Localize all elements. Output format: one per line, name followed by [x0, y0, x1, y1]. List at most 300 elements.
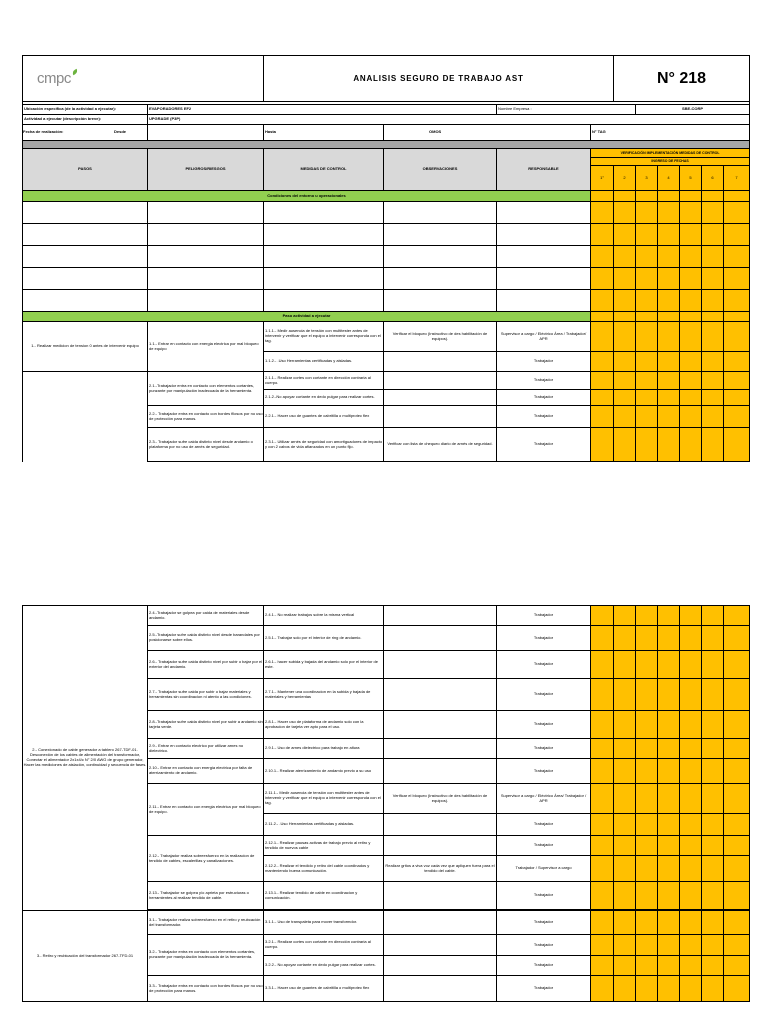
verification-cell — [636, 759, 658, 784]
verification-cell — [591, 406, 614, 428]
verification-cell — [702, 390, 724, 406]
verification-cell — [702, 935, 724, 956]
verification-cell — [591, 191, 614, 202]
table-cell: Trabajador — [497, 739, 591, 759]
verification-cell — [658, 882, 680, 910]
table-cell: Trabajador — [497, 711, 591, 739]
blank-row — [23, 224, 750, 246]
verification-cell — [724, 935, 750, 956]
verification-cell — [658, 935, 680, 956]
verification-cell — [724, 406, 750, 428]
verification-cell — [658, 312, 680, 322]
table-cell: 3.2.- Trabajador entra en contacto con elementos cortantes, punzante por manipulación inadecuada de la herramienta. — [148, 935, 264, 976]
verification-cell — [614, 784, 636, 814]
table-cell: Supervisor a cargo / Eléctrico Área/ Trabajador / APR — [497, 784, 591, 814]
verification-cell — [614, 882, 636, 910]
verification-cell — [658, 759, 680, 784]
table-cell: 2.5.-Trabajador sufre caida distinto nivel desde barandales por posicionarse sobre ellos. — [148, 626, 264, 651]
ubicacion-label: Ubicación especifica (de la actividad a ejecutar): — [23, 105, 148, 115]
table-cell: Trabajador — [497, 911, 591, 935]
verification-cell — [614, 956, 636, 976]
verification-cell — [724, 679, 750, 711]
table-cell — [384, 739, 497, 759]
table-cell: 2.7.- Trabajador sufre caida por subir o bajar materiales y herramientas sin coordinacion ni atento a las condiciones. — [148, 679, 264, 711]
verification-cell — [680, 739, 702, 759]
table-cell: 2.1.1.- Realizar cortes con cortante en dirección contraria al cuerpo. — [264, 372, 384, 390]
verification-cell — [591, 290, 614, 312]
desde-label: Desde — [114, 129, 127, 134]
verification-cell — [614, 679, 636, 711]
verification-cell — [636, 856, 658, 882]
verification-cell — [702, 651, 724, 679]
table-cell: 2.8.1.- Hacer uso de plataforma de andamio solo con la aprobacion de tarjeta ver apto para el uso. — [264, 711, 384, 739]
verification-cell — [591, 626, 614, 651]
verification-cell — [702, 191, 724, 202]
verification-cell — [591, 935, 614, 956]
verification-cell — [658, 352, 680, 372]
verification-cell — [724, 322, 750, 352]
verification-cell — [702, 679, 724, 711]
verification-cell — [591, 390, 614, 406]
col-medidas: MEDIDAS DE CONTROL — [264, 149, 384, 191]
verification-cell — [591, 268, 614, 290]
verification-cell — [591, 882, 614, 910]
verification-cell — [658, 246, 680, 268]
verification-cell — [702, 976, 724, 1002]
verification-cell — [724, 606, 750, 626]
verification-cell — [658, 202, 680, 224]
table-cell: 3.2.1.- Realizar cortes con cortante en dirección contraria al cuerpo. — [264, 935, 384, 956]
table-cell: Trabajador — [497, 882, 591, 910]
verification-cell — [724, 956, 750, 976]
verification-cell — [702, 606, 724, 626]
verification-cell — [680, 784, 702, 814]
table-cell: Trabajador — [497, 651, 591, 679]
verification-cell — [591, 836, 614, 856]
blank-row — [23, 202, 750, 224]
verification-cell — [614, 428, 636, 462]
verification-cell — [680, 935, 702, 956]
table-cell — [384, 911, 497, 935]
verification-cell — [591, 784, 614, 814]
verification-cell — [591, 312, 614, 322]
verification-cell — [591, 246, 614, 268]
table-cell: Trabajador — [497, 626, 591, 651]
verification-cell — [614, 711, 636, 739]
table-cell: 3.2.2.- No apoyar cortante en dedo pulgar para realizar cortes. — [264, 956, 384, 976]
verification-cell — [724, 976, 750, 1002]
table-cell: 2.12.2.- Realizar el tendido y retiro del cable coordinados y manteniendo buena comunicación. — [264, 856, 384, 882]
verification-cell — [636, 352, 658, 372]
verification-cell — [702, 814, 724, 836]
verification-cell — [702, 268, 724, 290]
verification-cell — [658, 406, 680, 428]
verification-cell — [636, 372, 658, 390]
verification-cell — [591, 679, 614, 711]
tag-label: N° TAG — [591, 125, 750, 141]
verification-cell — [724, 202, 750, 224]
verification-cell — [658, 784, 680, 814]
verification-cell — [614, 814, 636, 836]
logo-cell — [23, 56, 264, 102]
verification-cell — [702, 836, 724, 856]
verification-cell — [702, 202, 724, 224]
verification-cell — [636, 836, 658, 856]
verification-cell — [724, 428, 750, 462]
verification-cell — [636, 312, 658, 322]
verification-cell — [724, 759, 750, 784]
table-cell: Trabajador / Supervisor a cargo — [497, 856, 591, 882]
table-cell: 2.2.- Trabajador entra en contacto con bordes filosos por no uso de protección para manos. — [148, 406, 264, 428]
verification-cell — [680, 606, 702, 626]
table-cell: 2.5.1.- Trabajar solo por el interior de ring de andamio. — [264, 626, 384, 651]
verification-cell — [658, 606, 680, 626]
verification-cell — [724, 856, 750, 882]
table-cell — [384, 836, 497, 856]
verification-cell — [702, 322, 724, 352]
verification-cell — [680, 759, 702, 784]
verification-cell — [702, 626, 724, 651]
day-col: 7 — [724, 166, 750, 191]
fecha-label: Fecha de realización: — [23, 129, 64, 135]
table-cell: 1.1.2.- .Uso Herramientas certificadas y aisladas. — [264, 352, 384, 372]
day-col: 5 — [680, 166, 702, 191]
col-verificacion: VERIFICACIÓN IMPLEMENTACIÓN MEDIDAS DE CONTROL — [591, 149, 750, 158]
table-cell: Supervisor a cargo / Eléctrico Área / Trabajador/ APR — [497, 322, 591, 352]
verification-cell — [724, 312, 750, 322]
verification-cell — [680, 626, 702, 651]
verification-cell — [636, 711, 658, 739]
verification-cell — [636, 606, 658, 626]
table-row — [23, 606, 750, 626]
verification-cell — [680, 224, 702, 246]
verification-cell — [636, 784, 658, 814]
hasta-label: Hasta — [264, 125, 384, 141]
table-cell: Trabajador — [497, 759, 591, 784]
verification-cell — [724, 651, 750, 679]
verification-cell — [614, 935, 636, 956]
verification-cell — [724, 246, 750, 268]
table-cell — [384, 626, 497, 651]
table-cell: 1.1.1.- Medir ausencia de tensión con multitester antes de intervenir y verificar que el equipo a intervenir corresponda con el tag. — [264, 322, 384, 352]
verification-cell — [614, 606, 636, 626]
verification-cell — [724, 372, 750, 390]
table-row — [23, 372, 750, 390]
table-cell — [384, 651, 497, 679]
day-col: 4 — [658, 166, 680, 191]
verification-cell — [680, 976, 702, 1002]
table-cell — [384, 882, 497, 910]
verification-cell — [680, 711, 702, 739]
verification-cell — [591, 814, 614, 836]
verification-cell — [658, 679, 680, 711]
verification-cell — [702, 759, 724, 784]
verification-cell — [680, 191, 702, 202]
section-condiciones: Condiciones del entorno u operacionales — [23, 191, 591, 202]
table-cell — [384, 711, 497, 739]
verification-cell — [614, 651, 636, 679]
verification-cell — [702, 739, 724, 759]
verification-cell — [636, 679, 658, 711]
verification-cell — [591, 976, 614, 1002]
section-pasos: Paso actividad a ejecutar — [23, 312, 591, 322]
verification-cell — [591, 202, 614, 224]
table-cell: 2.6.- Trabajador sufre caida distinto nivel por subir o bajar por el exterior del andamio. — [148, 651, 264, 679]
table-cell: 2.8.-Trabajador sufre caida distinto nivel por subir a andamio sin tarjeta verde. — [148, 711, 264, 739]
verification-cell — [658, 856, 680, 882]
verification-cell — [591, 711, 614, 739]
table-cell: 3.1.1.- Uso de transpaleta para mover transformdor. — [264, 911, 384, 935]
verification-cell — [658, 739, 680, 759]
table-cell: 2.13.1.- Realizar tendido de cable en coordinacion y comunicación. — [264, 882, 384, 910]
verification-cell — [636, 390, 658, 406]
verification-cell — [636, 882, 658, 910]
table-cell — [384, 976, 497, 1002]
verification-cell — [724, 224, 750, 246]
verification-cell — [636, 246, 658, 268]
verification-cell — [591, 759, 614, 784]
table-cell — [384, 759, 497, 784]
verification-cell — [724, 711, 750, 739]
table-cell: Trabajador — [497, 814, 591, 836]
empresa-label: Nombre Empresa : — [497, 105, 636, 115]
verification-cell — [614, 759, 636, 784]
verification-cell — [636, 976, 658, 1002]
day-col: 3 — [636, 166, 658, 191]
verification-cell — [724, 268, 750, 290]
table-cell: Trabajador — [497, 606, 591, 626]
verification-cell — [614, 246, 636, 268]
table-cell: Trabajador — [497, 390, 591, 406]
verification-cell — [658, 372, 680, 390]
verification-cell — [724, 882, 750, 910]
table-cell: Verificar el bloqueo (Instructivo de des habilitación de equipos). — [384, 322, 497, 352]
blank-row — [23, 246, 750, 268]
verification-cell — [724, 390, 750, 406]
table-cell: 2.9.1.- Uso de arnes dielectrico para trabajo en altura — [264, 739, 384, 759]
table-cell — [384, 814, 497, 836]
form-title: ANALISIS SEGURO DE TRABAJO AST — [264, 56, 614, 102]
verification-cell — [614, 312, 636, 322]
verification-cell — [702, 406, 724, 428]
verification-cell — [724, 352, 750, 372]
verification-cell — [702, 856, 724, 882]
verification-cell — [680, 856, 702, 882]
verification-cell — [702, 428, 724, 462]
table-cell: 2.11.1.- Medir ausencia de tensión con multitester antes de intervenir y verificar que el equipo a intervenir corresponda con el tag. — [264, 784, 384, 814]
cmpc-logo: cmpc — [37, 69, 71, 87]
verification-cell — [636, 406, 658, 428]
verification-cell — [591, 372, 614, 390]
verification-cell — [680, 322, 702, 352]
verification-cell — [724, 739, 750, 759]
table-cell: 2.1.-Trabajador entra en contacto con elementos cortantes, punzante por manipulación inadecuada de la herramienta. — [148, 372, 264, 406]
verification-cell — [591, 352, 614, 372]
col-ingreso-fechas: INGRESO DE FECHAS — [591, 158, 750, 166]
verification-cell — [591, 956, 614, 976]
verification-cell — [702, 246, 724, 268]
verification-cell — [680, 836, 702, 856]
verification-cell — [724, 836, 750, 856]
verification-cell — [680, 956, 702, 976]
table-cell: Trabajador — [497, 976, 591, 1002]
table-cell — [384, 372, 497, 390]
verification-cell — [724, 191, 750, 202]
verification-cell — [614, 739, 636, 759]
verification-cell — [680, 312, 702, 322]
verification-cell — [636, 224, 658, 246]
verification-cell — [636, 626, 658, 651]
verification-cell — [636, 428, 658, 462]
table-cell: 2.4.1.- No realizar trabajos sobre la misma vertical — [264, 606, 384, 626]
verification-cell — [636, 956, 658, 976]
verification-cell — [658, 290, 680, 312]
table-cell: Realizar gritos a viva voz cada vez que apliquen fuera para el tendido del cable. — [384, 856, 497, 882]
verification-cell — [636, 739, 658, 759]
table-cell — [384, 406, 497, 428]
verification-cell — [680, 290, 702, 312]
verification-cell — [614, 856, 636, 882]
verification-cell — [702, 956, 724, 976]
verification-cell — [636, 191, 658, 202]
table-row — [23, 322, 750, 352]
day-col: 6 — [702, 166, 724, 191]
verification-cell — [591, 651, 614, 679]
verification-cell — [614, 372, 636, 390]
verification-cell — [702, 312, 724, 322]
omos-label: OMOS — [384, 125, 591, 141]
verification-cell — [702, 352, 724, 372]
day-col: 2 — [614, 166, 636, 191]
verification-cell — [658, 224, 680, 246]
actividad-value: UPGRADE (P3P) — [148, 115, 750, 125]
verification-cell — [680, 911, 702, 935]
verification-cell — [614, 322, 636, 352]
verification-cell — [614, 224, 636, 246]
verification-cell — [658, 651, 680, 679]
verification-cell — [636, 268, 658, 290]
table-cell: 3.1.- Trabajador realiza sobreesfuerzo en el retiro y reubcación del transformador. — [148, 911, 264, 935]
verification-cell — [724, 911, 750, 935]
col-responsable: RESPONSABLE — [497, 149, 591, 191]
verification-cell — [591, 856, 614, 882]
table-cell — [384, 606, 497, 626]
table-cell: 2.12.- Trabajador realiza sobreesfuerzo en la realizacion de tendido de cables, escalerillas y canalizaciones. — [148, 836, 264, 882]
blank-row — [23, 290, 750, 312]
verification-cell — [702, 784, 724, 814]
table-cell: 2.1.2.-No apoyar cortante en dedo pulgar para realizar cortes. — [264, 390, 384, 406]
table-cell: Verificar con lista de chequeo diario de arnés de seguridad. — [384, 428, 497, 462]
verification-cell — [614, 352, 636, 372]
verification-cell — [636, 290, 658, 312]
table-cell: Trabajador — [497, 428, 591, 462]
ubicacion-value: EVAPORADORES EF2 — [148, 105, 497, 115]
table-cell: 1.1.- Entrar en contacto con energia electrica por mal bloqueo de equipo — [148, 322, 264, 372]
verification-cell — [614, 268, 636, 290]
verification-cell — [658, 268, 680, 290]
verification-cell — [636, 202, 658, 224]
table-cell — [384, 956, 497, 976]
verification-cell — [636, 651, 658, 679]
empresa-value: SBE-CORP — [636, 105, 750, 115]
verification-cell — [614, 191, 636, 202]
verification-cell — [658, 956, 680, 976]
verification-cell — [658, 626, 680, 651]
verification-cell — [614, 836, 636, 856]
verification-cell — [614, 390, 636, 406]
verification-cell — [614, 911, 636, 935]
verification-cell — [591, 428, 614, 462]
verification-cell — [591, 606, 614, 626]
verification-cell — [658, 428, 680, 462]
form-number: N° 218 — [614, 56, 750, 102]
verification-cell — [658, 322, 680, 352]
table-cell: Verificar el bloqueo (Instructivo de des habilitación de equipos). — [384, 784, 497, 814]
verification-cell — [702, 911, 724, 935]
verification-cell — [658, 814, 680, 836]
step-2: 2.- Conexionado de cable generador a tablero 267-TDF-01. Desconexión de los cables de alimentación del transformador, Conectar el alimentador 2x1x4/c N° 2/0 AWG de grupo generador, Hacer las mediciones de aislación, continuidad y secuencia de fases. — [23, 606, 148, 911]
verification-cell — [702, 882, 724, 910]
verification-cell — [680, 814, 702, 836]
col-peligros: PELIGROS/RIESGOS — [148, 149, 264, 191]
table-cell: 2.11.- Entrar en contacto con energia electrica por mal bloqueo de equipo. — [148, 784, 264, 836]
verification-cell — [658, 976, 680, 1002]
ast-form-page-2 — [22, 605, 750, 1002]
blank-row — [23, 268, 750, 290]
verification-cell — [702, 711, 724, 739]
col-pasos: PASOS — [23, 149, 148, 191]
table-cell: 3.3.1.- Hacer uso de guantes de cabritilla o multiprotec flex — [264, 976, 384, 1002]
actividad-label: Actividad a ejecutar (descripción breve): — [23, 115, 148, 125]
table-cell: Trabajador — [497, 956, 591, 976]
leaf-icon — [71, 68, 78, 74]
table-cell: Trabajador — [497, 372, 591, 390]
step-1: 1.- Realizar medicion de tension 0 antes de intervenir equipo — [23, 322, 148, 372]
table-cell: 2.6.1.- hacer subida y bajada del andamio solo por el interior de este. — [264, 651, 384, 679]
verification-cell — [658, 911, 680, 935]
verification-cell — [680, 202, 702, 224]
verification-cell — [591, 911, 614, 935]
table-cell: 2.9.- Entrar en contacto electrico por utilizar arnes no dielectrico. — [148, 739, 264, 759]
table-cell: 2.12.1.- Realizar pausas activas de trabajo previo al retiro y tendido de nuevos cable — [264, 836, 384, 856]
table-cell — [384, 352, 497, 372]
verification-cell — [680, 406, 702, 428]
verification-cell — [680, 679, 702, 711]
verification-cell — [591, 322, 614, 352]
table-cell: 2.11.2.- .Uso Herramientas certificadas y aisladas. — [264, 814, 384, 836]
table-cell: Trabajador — [497, 406, 591, 428]
table-cell: Trabajador — [497, 935, 591, 956]
verification-cell — [680, 390, 702, 406]
table-cell: 3.3.- Trabajador entra en contacto con bordes filosos por no uso de protección para manos. — [148, 976, 264, 1002]
table-cell — [384, 390, 497, 406]
table-cell: 2.3.1.- Utilizar arnés de seguridad con amortiguadores de impacto y con 2 cabos de vida afianzados en un punto fijo. — [264, 428, 384, 462]
verification-cell — [658, 390, 680, 406]
table-cell: Trabajador — [497, 836, 591, 856]
step-3: 3.- Retiro y reubicación del transformador 267-TFD-01 — [23, 911, 148, 1002]
table-cell: 2.13.- Trabajador se golpea y/o aprieta por estructuras o herramientes al realizar tendido de cable. — [148, 882, 264, 910]
table-cell: Trabajador — [497, 352, 591, 372]
table-cell: Trabajador — [497, 679, 591, 711]
verification-cell — [614, 406, 636, 428]
verification-cell — [680, 651, 702, 679]
verification-cell — [658, 191, 680, 202]
verification-cell — [614, 202, 636, 224]
verification-cell — [724, 814, 750, 836]
table-cell: 2.10.1.- Realizar aterrizamiento de andamio previo a su uso — [264, 759, 384, 784]
table-cell: 2.10.- Entrar en contacto con energia electrica por falta de aterrizamiento de andamio. — [148, 759, 264, 784]
verification-cell — [636, 814, 658, 836]
